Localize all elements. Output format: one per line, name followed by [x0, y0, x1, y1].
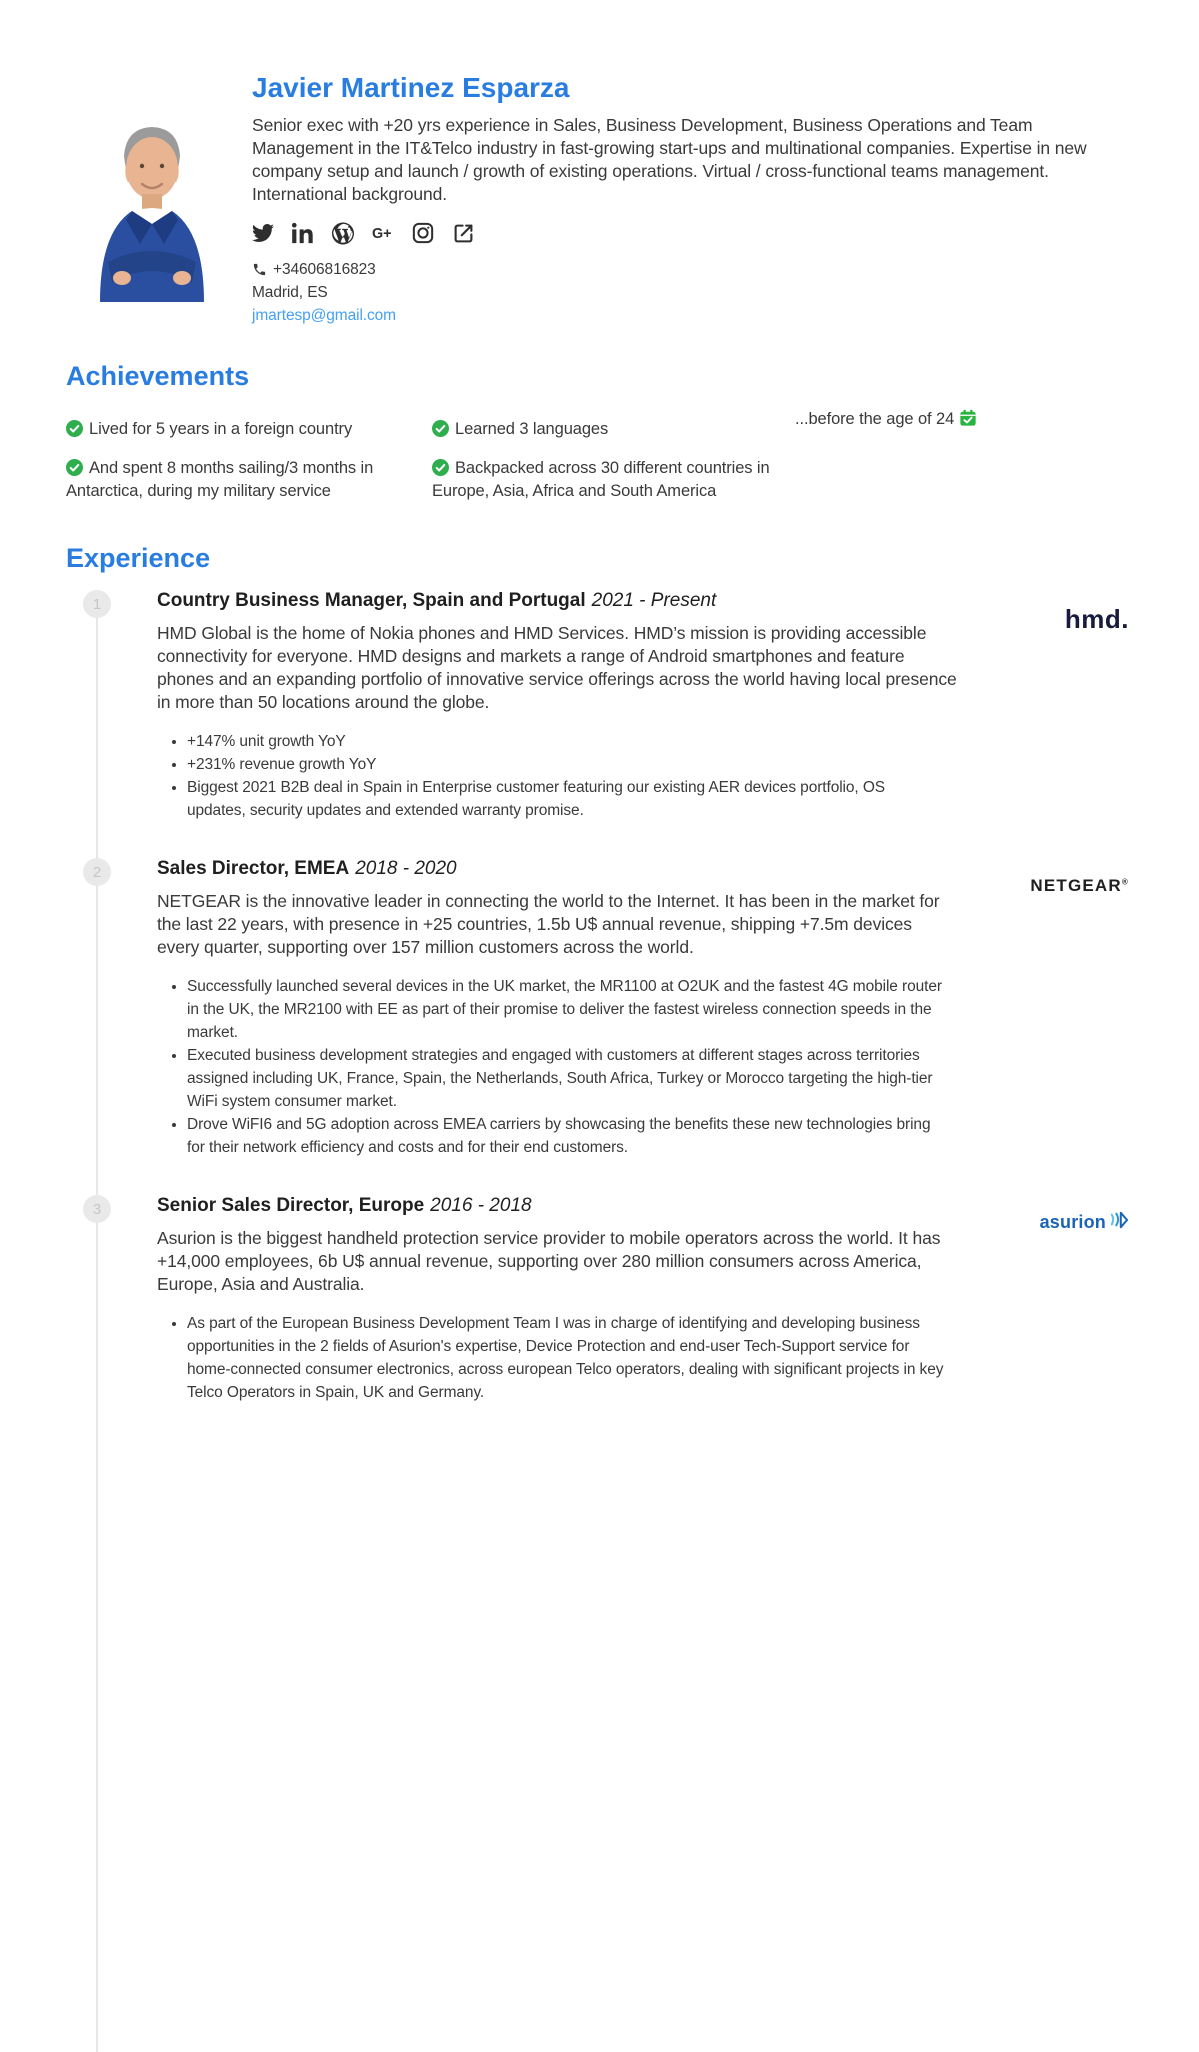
- achievement-text: And spent 8 months sailing/3 months in Antarctica, during my military service: [66, 459, 374, 500]
- entry-title: [157, 590, 1133, 612]
- hmd-logo: hmd.: [1064, 604, 1129, 634]
- entry-description: NETGEAR is the innovative leader in connecting the world to the Internet. It has been in the market for the last 22 years, with presence in +25 countries, 1.5b U$ annual revenue, shipping +7.5m devices every quarter, supporting over 157 million customers across the world.: [157, 891, 940, 957]
- bullet-item: • Drove WiFI6 and 5G adoption across EMEA carriers by showcasing the benefits these new technologies bring for their network efficiency and costs and for their end customers.: [187, 1113, 947, 1159]
- twitter-icon[interactable]: [252, 222, 274, 244]
- role-title: Sales Director, EMEA: [157, 858, 350, 879]
- header: [66, 58, 1133, 327]
- social-links: [252, 222, 1117, 244]
- entry-title: [157, 858, 1133, 880]
- achievements-note-text: ...before the age of 24: [795, 410, 955, 428]
- external-link-icon[interactable]: [452, 222, 474, 244]
- achievement-item: [66, 457, 414, 503]
- timeline-marker-number: 3: [92, 1200, 102, 1218]
- check-circle-icon: [432, 420, 449, 437]
- google-plus-icon[interactable]: [372, 222, 394, 244]
- achievements-section: [66, 361, 1133, 503]
- bullet-item: • Successfully launched several devices in the UK market, the MR1100 at O2UK and the fastest 4G mobile router in the UK, the MR2100 with EE as part of their promise to deliver the fastest wireless connection speeds in the market.: [187, 975, 947, 1044]
- bullet-item: • +231% revenue growth YoY: [187, 753, 947, 776]
- check-circle-icon: [66, 420, 83, 437]
- entry-title: [157, 1195, 1133, 1217]
- entry-description: HMD Global is the home of Nokia phones and HMD Services. HMD’s mission is providing accessible connectivity for everyone. HMD designs and markets a range of Android smartphones and feature phones and an expanding portfolio of innovative service offerings across the world having local presence in more than 50 locations around the globe.: [157, 623, 957, 712]
- entry-bullets: [157, 975, 947, 1159]
- timeline-marker-3: [83, 1195, 111, 1223]
- netgear-logo-text: NETGEAR: [1030, 876, 1122, 895]
- profile-photo-image: [70, 112, 233, 302]
- achievement-text: Lived for 5 years in a foreign country: [89, 420, 353, 438]
- check-circle-icon: [66, 459, 83, 476]
- achievements-note: [795, 409, 977, 429]
- bullet-item: • Executed business development strategies and engaged with customers at different stages across territories assigned including UK, France, Spain, the Netherlands, South Africa, Turkey or Morocco targeting the high-tier WiFi system consumer market.: [187, 1044, 947, 1113]
- asurion-logo-icon: [1109, 1211, 1129, 1234]
- header-content: [252, 58, 1117, 327]
- experience-section: [66, 543, 1133, 1404]
- wordpress-icon[interactable]: [332, 222, 354, 244]
- bullet-item: • As part of the European Business Development Team I was in charge of identifying and developing business opportunities in the 2 fields of Asurion's expertise, Device Protection and end-user Tech-Support service for home-connected consumer electronics, across european Telco operators, dealing with significant projects in key Telco Operators in Spain, UK and Germany.: [187, 1312, 947, 1404]
- role-dates: 2018 - 2020: [355, 858, 457, 879]
- timeline-marker-1: [83, 590, 111, 618]
- profile-photo: [70, 112, 233, 302]
- instagram-icon[interactable]: [412, 222, 434, 244]
- email-link[interactable]: jmartesp@gmail.com: [252, 307, 396, 324]
- bullet-item: • +147% unit growth YoY: [187, 730, 947, 753]
- role-title: Country Business Manager, Spain and Portugal: [157, 590, 586, 611]
- check-circle-icon: [432, 459, 449, 476]
- experience-entry: [66, 1195, 1133, 1404]
- achievements-grid: [66, 418, 780, 503]
- achievements-title: Achievements: [66, 361, 250, 391]
- experience-timeline: [66, 590, 1133, 1404]
- experience-entry: [66, 590, 1133, 822]
- role-title: Senior Sales Director, Europe: [157, 1195, 425, 1216]
- phone-number: +34606816823: [273, 261, 376, 278]
- achievement-item: [432, 418, 780, 441]
- netgear-logo: [1030, 876, 1129, 896]
- registered-mark: ®: [1121, 877, 1129, 887]
- contact-info: [252, 258, 1117, 327]
- phone-row: [252, 258, 1117, 281]
- entry-bullets: [157, 730, 947, 822]
- asurion-logo: [1040, 1211, 1129, 1234]
- role-dates: 2021 - Present: [591, 590, 717, 611]
- role-dates: 2016 - 2018: [430, 1195, 532, 1216]
- timeline-marker-2: [83, 858, 111, 886]
- timeline-marker-number: 1: [92, 595, 102, 613]
- linkedin-icon[interactable]: [292, 222, 314, 244]
- entry-description: Asurion is the biggest handheld protection service provider to mobile operators across the world. It has +14,000 employees, 6b U$ annual revenue, supporting over 280 million consumers across America, Europe, Asia and Australia.: [157, 1228, 941, 1294]
- asurion-logo-text: asurion: [1039, 1212, 1106, 1232]
- achievement-item: [66, 418, 414, 441]
- experience-title: Experience: [66, 543, 211, 573]
- entry-bullets: [157, 1312, 947, 1404]
- phone-icon: [252, 262, 267, 277]
- achievement-text: Learned 3 languages: [455, 420, 609, 438]
- timeline-marker-number: 2: [92, 863, 102, 881]
- page-title: Javier Martinez Esparza: [252, 72, 570, 103]
- achievement-item: [432, 457, 780, 503]
- achievement-text: Backpacked across 30 different countries in Europe, Asia, Africa and South America: [432, 459, 770, 500]
- summary-text: Senior exec with +20 yrs experience in Sales, Business Development, Business Operations and Team Management in the IT&Telco industry in fast-growing start-ups and multinational companies. Expertise in new company setup and launch / growth of existing operations. Virtual / cross-functional teams management. International background.: [252, 115, 1087, 204]
- calendar-check-icon: [959, 409, 977, 427]
- experience-entry: [66, 858, 1133, 1159]
- bullet-item: • Biggest 2021 B2B deal in Spain in Enterprise customer featuring our existing AER devices portfolio, OS updates, security updates and extended warranty promise.: [187, 776, 947, 822]
- svg-text:G+: G+: [372, 226, 392, 242]
- location-text: Madrid, ES: [252, 284, 328, 301]
